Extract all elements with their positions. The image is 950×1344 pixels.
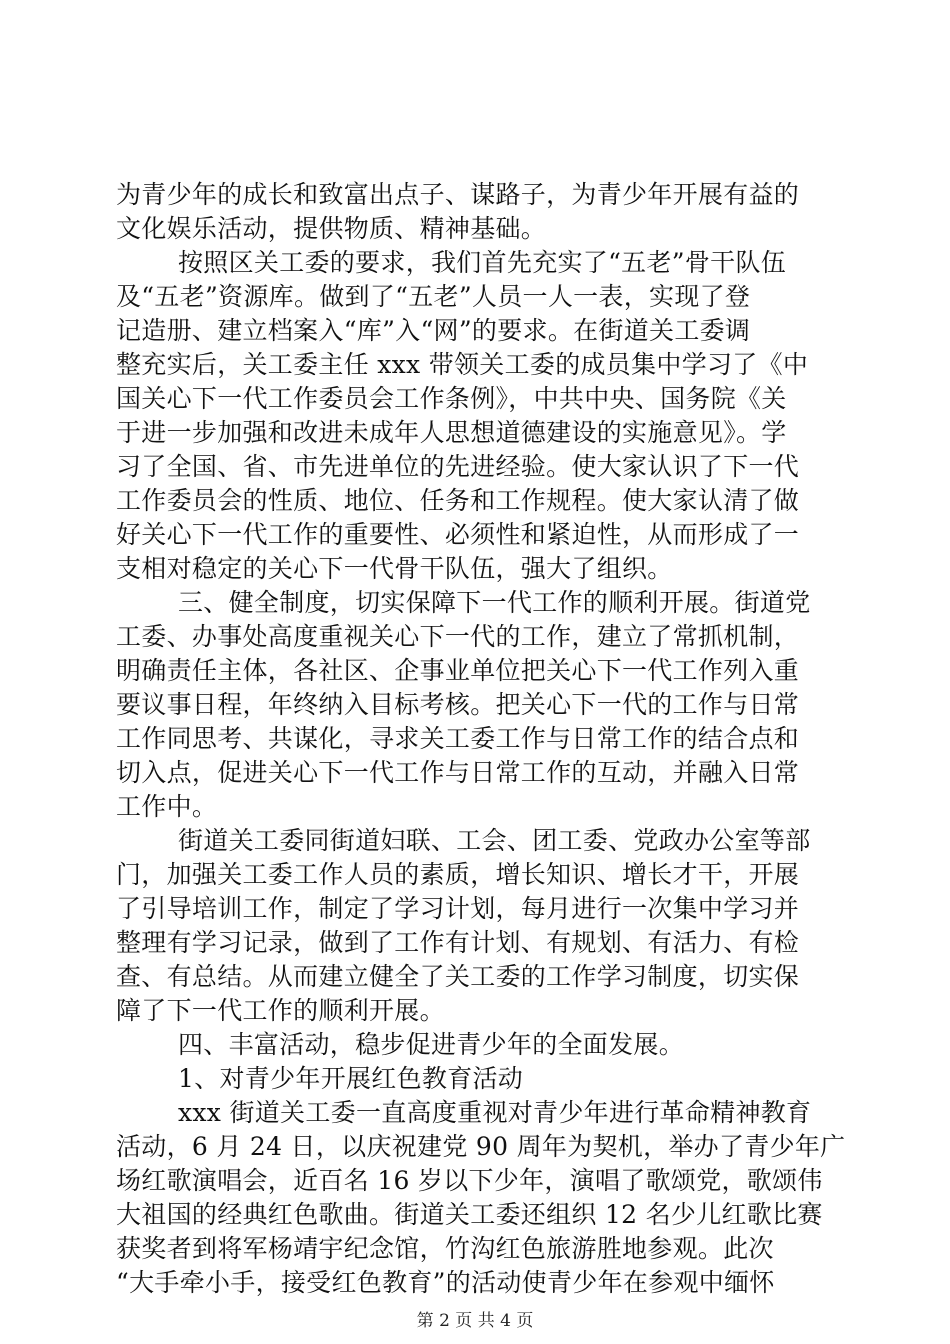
- text-line: 国关心下一代工作委员会工作条例》，中共中央、国务院《关: [116, 384, 787, 413]
- text-line: 及“五老”资源库。做到了“五老”人员一人一表，实现了登: [116, 282, 751, 311]
- text-line: 场红歌演唱会，近百名 16 岁以下少年，演唱了歌颂党，歌颂伟: [116, 1166, 823, 1195]
- page-number-footer: 第 2 页 共 4 页: [416, 1311, 534, 1331]
- text-line: 活动，6 月 24 日，以庆祝建党 90 周年为契机，举办了青少年广: [116, 1132, 846, 1161]
- text-line: 为青少年的成长和致富出点子、谋路子，为青少年开展有益的: [116, 180, 800, 209]
- text-line: 获奖者到将军杨靖宇纪念馆，竹沟红色旅游胜地参观。此次: [116, 1234, 774, 1263]
- text-line: 记造册、建立档案入“库”入“网”的要求。在街道关工委调: [116, 316, 751, 345]
- text-line: 工委、办事处高度重视关心下一代的工作，建立了常抓机制，: [116, 622, 800, 651]
- section-heading-line: 三、健全制度，切实保障下一代工作的顺利开展。街道党: [178, 588, 811, 617]
- text-line: 整理有学习记录，做到了工作有计划、有规划、有活力、有检: [116, 928, 800, 957]
- subsection-heading-line: 1、对青少年开展红色教育活动: [178, 1064, 524, 1093]
- paragraph-start-line: 街道关工委同街道妇联、工会、团工委、党政办公室等部: [178, 826, 811, 855]
- text-line: 要议事日程，年终纳入目标考核。把关心下一代的工作与日常: [116, 690, 800, 719]
- text-line: 文化娱乐活动，提供物质、精神基础。: [116, 214, 547, 243]
- text-line: “大手牵小手，接受红色教育”的活动使青少年在参观中缅怀: [116, 1268, 775, 1297]
- text-line: 于进一步加强和改进未成年人思想道德建设的实施意见》。学: [116, 418, 787, 447]
- text-line: 好关心下一代工作的重要性、必须性和紧迫性，从而形成了一: [116, 520, 800, 549]
- text-line: 整充实后，关工委主任 xxx 带领关工委的成员集中学习了《中: [116, 350, 809, 379]
- text-line: 大祖国的经典红色歌曲。街道关工委还组织 12 名少儿红歌比赛: [116, 1200, 823, 1229]
- text-line: 习了全国、省、市先进单位的先进经验。使大家认识了下一代: [116, 452, 800, 481]
- text-line: 工作中。: [116, 792, 218, 821]
- text-line: 门，加强关工委工作人员的素质，增长知识、增长才干，开展: [116, 860, 800, 889]
- text-line: 支相对稳定的关心下一代骨干队伍，强大了组织。: [116, 554, 673, 583]
- text-line: 明确责任主体，各社区、企事业单位把关心下一代工作列入重: [116, 656, 800, 685]
- text-line: 切入点，促进关心下一代工作与日常工作的互动，并融入日常: [116, 758, 800, 787]
- paragraph-start-line: 按照区关工委的要求，我们首先充实了“五老”骨干队伍: [178, 248, 787, 277]
- text-line: 工作委员会的性质、地位、任务和工作规程。使大家认清了做: [116, 486, 800, 515]
- paragraph-start-line: xxx 街道关工委一直高度重视对青少年进行革命精神教育: [178, 1098, 812, 1127]
- text-line: 障了下一代工作的顺利开展。: [116, 996, 445, 1025]
- text-line: 了引导培训工作，制定了学习计划，每月进行一次集中学习并: [116, 894, 800, 923]
- section-heading-line: 四、丰富活动，稳步促进青少年的全面发展。: [178, 1030, 685, 1059]
- text-line: 查、有总结。从而建立健全了关工委的工作学习制度，切实保: [116, 962, 800, 991]
- text-line: 工作同思考、共谋化，寻求关工委工作与日常工作的结合点和: [116, 724, 800, 753]
